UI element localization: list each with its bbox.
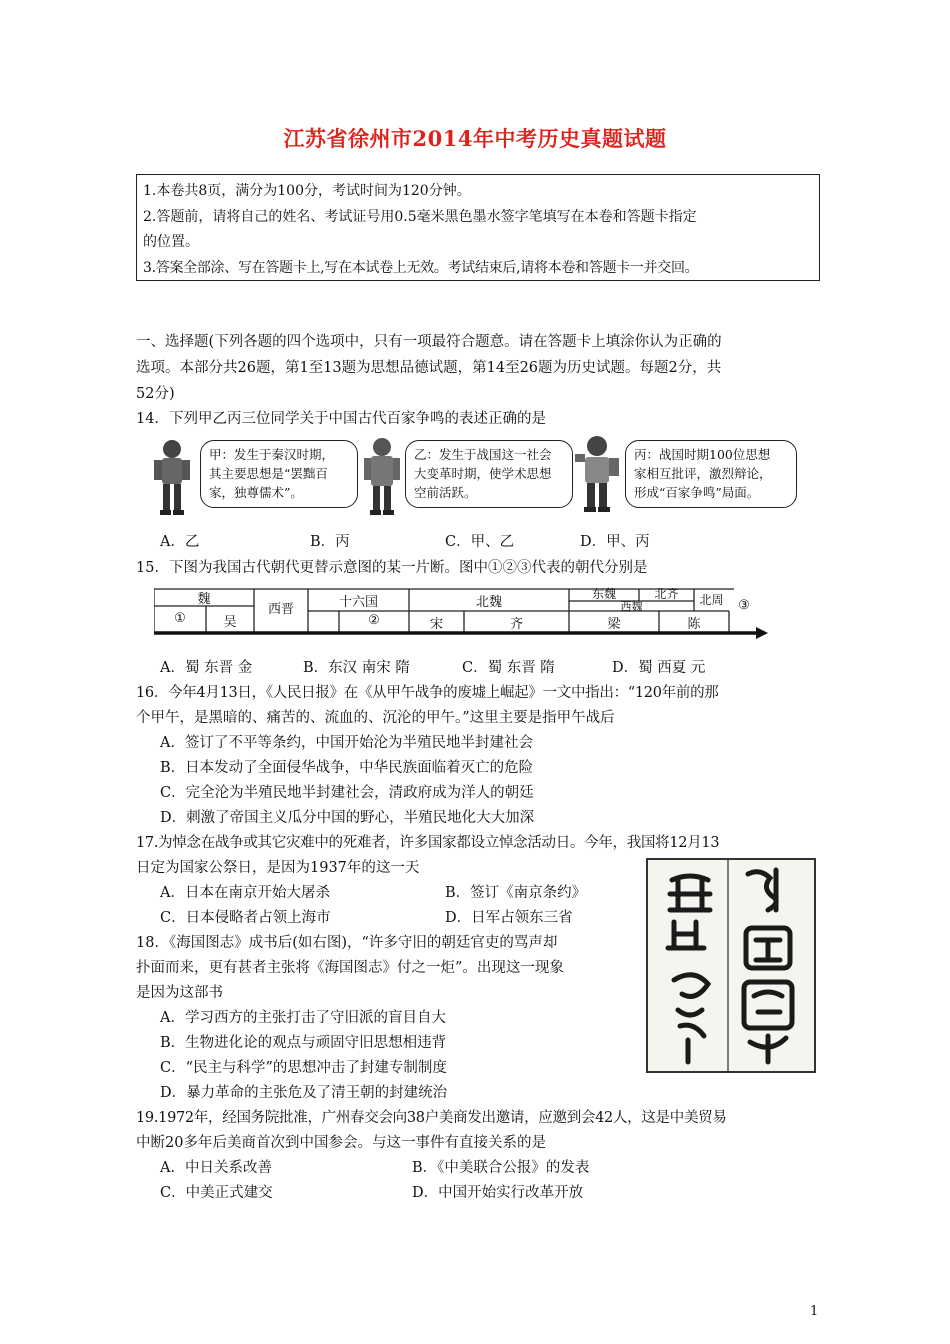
timeline-label: 西魏 [620, 600, 643, 613]
timeline-label: 东魏 [591, 587, 616, 601]
q18-option-d: D．暴力革命的主张危及了清王朝的封建统治 [160, 1085, 448, 1101]
q15-option-c: C．蜀 东晋 隋 [462, 660, 555, 676]
q14-option-b: B．丙 [310, 534, 350, 550]
section-heading: 选项。本部分共26题，第1至13题为思想品德试题，第14至26题为历史试题。每题2分，共 [136, 360, 722, 376]
timeline-label: 北魏 [475, 595, 502, 610]
timeline-label: 宋 [429, 617, 443, 632]
timeline-label: ② [368, 613, 380, 628]
speech-bubble-jia [200, 440, 358, 508]
notice-line: 3.答案全部涂、写在答题卡上,写在本试卷上无效。考试结束后,请将本卷和答题卡一并交回。 [143, 259, 699, 276]
notice-line: 1.本卷共8页，满分为100分，考试时间为120分钟。 [143, 183, 471, 199]
q14-option-c: C．甲、乙 [445, 534, 515, 550]
q19-option-a: A．中日关系改善 [160, 1160, 272, 1176]
timeline-label: 北周 [699, 593, 724, 607]
timeline-label: 梁 [607, 617, 621, 632]
timeline-label: 十六国 [338, 595, 378, 610]
q16-stem: 16．今年4月13日，《人民日报》在《从甲午战争的废墟上崛起》一文中指出：“120年前的那 [136, 685, 719, 701]
q17-option-a: A．日本在南京开始大屠杀 [160, 885, 330, 901]
q19-stem: 19.1972年，经国务院批准，广州春交会向38户美商发出邀请，应邀到会42人，这是中美贸易 [136, 1110, 727, 1126]
bubble-line: 家相互批评，激烈辩论， [634, 466, 772, 481]
q14-option-a: A．乙 [160, 534, 200, 550]
dynasty-timeline [154, 586, 774, 646]
q18-option-b: B．生物进化论的观点与顽固守旧思想相违背 [160, 1035, 447, 1051]
student-jia-figure [150, 438, 194, 516]
q17-stem: 17.为悼念在战争或其它灾难中的死难者，许多国家都设立悼念活动日。今年，我国将12月13 [136, 835, 720, 851]
q15-option-a: A．蜀 东晋 金 [160, 660, 253, 676]
notice-line: 2.答题前，请将自己的姓名、考试证号用0.5毫米黑色墨水签字笔填写在本卷和答题卡指定 [143, 208, 697, 225]
notice-line: 的位置。 [143, 234, 199, 250]
exam-notice-box [136, 174, 820, 281]
q17-option-b: B．签订《南京条约》 [445, 885, 587, 901]
q16-option-d: D．刺激了帝国主义瓜分中国的野心，半殖民地化大大加深 [160, 810, 535, 826]
bubble-line: 大变革时期，使学术思想 [414, 466, 552, 481]
speech-bubble-yi [405, 440, 573, 508]
q14-option-d: D．甲、丙 [580, 534, 650, 550]
q18-stem: 是因为这部书 [136, 985, 223, 1001]
page-number: 1 [810, 1304, 819, 1319]
q19-option-d: D．中国开始实行改革开放 [412, 1185, 584, 1201]
student-yi-figure [360, 436, 404, 516]
q16-option-a: A．签订了不平等条约，中国开始沦为半殖民地半封建社会 [160, 735, 533, 751]
timeline-label: 吴 [223, 615, 237, 630]
q16-stem: 个甲午，是黑暗的、痛苦的、流血的、沉沦的甲午。”这里主要是指甲午战后 [136, 710, 615, 726]
q15-stem: 15．下图为我国古代朝代更替示意图的某一片断。图中①②③代表的朝代分别是 [136, 560, 648, 576]
haiguo-tuzhi-cover-image [646, 858, 816, 1073]
speech-bubble-bing [625, 440, 797, 508]
q18-option-a: A．学习西方的主张打击了守旧派的盲目自大 [160, 1010, 446, 1026]
timeline-label: ① [174, 611, 186, 626]
page-title: 江苏省徐州市2014年中考历史真题试题 [283, 126, 667, 151]
bubble-line: 形成“百家争鸣”局面。 [634, 485, 760, 500]
q18-option-c: C．“民主与科学”的思想冲击了封建专制制度 [160, 1060, 447, 1076]
q17-stem: 日定为国家公祭日，是因为1937年的这一天 [136, 860, 420, 876]
section-heading: 一、选择题(下列各题的四个选项中，只有一项最符合题意。请在答题卡上填涂你认为正确的 [136, 334, 722, 350]
q15-option-d: D．蜀 西夏 元 [612, 660, 706, 676]
section-heading: 52分) [136, 386, 175, 402]
timeline-label: 北齐 [654, 587, 679, 601]
timeline-label: 陈 [687, 617, 701, 632]
seal-script-illustration [648, 860, 814, 1071]
q15-option-b: B．东汉 南宋 隋 [303, 660, 410, 676]
q18-stem: 扑面而来，更有甚者主张将《海国图志》付之一炬”。出现这一现象 [136, 960, 564, 976]
q16-option-b: B．日本发动了全面侵华战争，中华民族面临着灭亡的危险 [160, 760, 534, 776]
q18-stem: 18．《海国图志》成书后(如右图)，“许多守旧的朝廷官吏的骂声却 [136, 935, 558, 951]
timeline-label: 魏 [197, 592, 211, 607]
timeline-label: ③ [738, 598, 750, 613]
q17-option-d: D．日军占领东三省 [445, 910, 573, 926]
bubble-line: 乙：发生于战国这一社会 [414, 447, 552, 462]
q19-stem: 中断20多年后美商首次到中国参会。与这一事件有直接关系的是 [136, 1135, 546, 1151]
bubble-line: 家，独尊儒术”。 [209, 485, 303, 500]
q16-option-c: C．完全沦为半殖民地半封建社会，清政府成为洋人的朝廷 [160, 785, 534, 801]
q19-option-b: B．《中美联合公报》的发表 [412, 1160, 590, 1176]
timeline-label: 齐 [509, 617, 523, 632]
bubble-line: 甲：发生于秦汉时期， [209, 447, 335, 462]
q17-option-c: C．日本侵略者占领上海市 [160, 910, 331, 926]
bubble-line: 丙：战国时期100位思想 [634, 447, 771, 462]
q14-stem: 14．下列甲乙丙三位同学关于中国古代百家争鸣的表述正确的是 [136, 411, 546, 427]
student-bing-figure [570, 434, 624, 514]
q19-option-c: C．中美正式建交 [160, 1185, 273, 1201]
bubble-line: 其主要思想是“罢黜百 [209, 466, 328, 481]
bubble-line: 空前活跃。 [414, 485, 477, 500]
timeline-label: 西晋 [267, 602, 294, 617]
